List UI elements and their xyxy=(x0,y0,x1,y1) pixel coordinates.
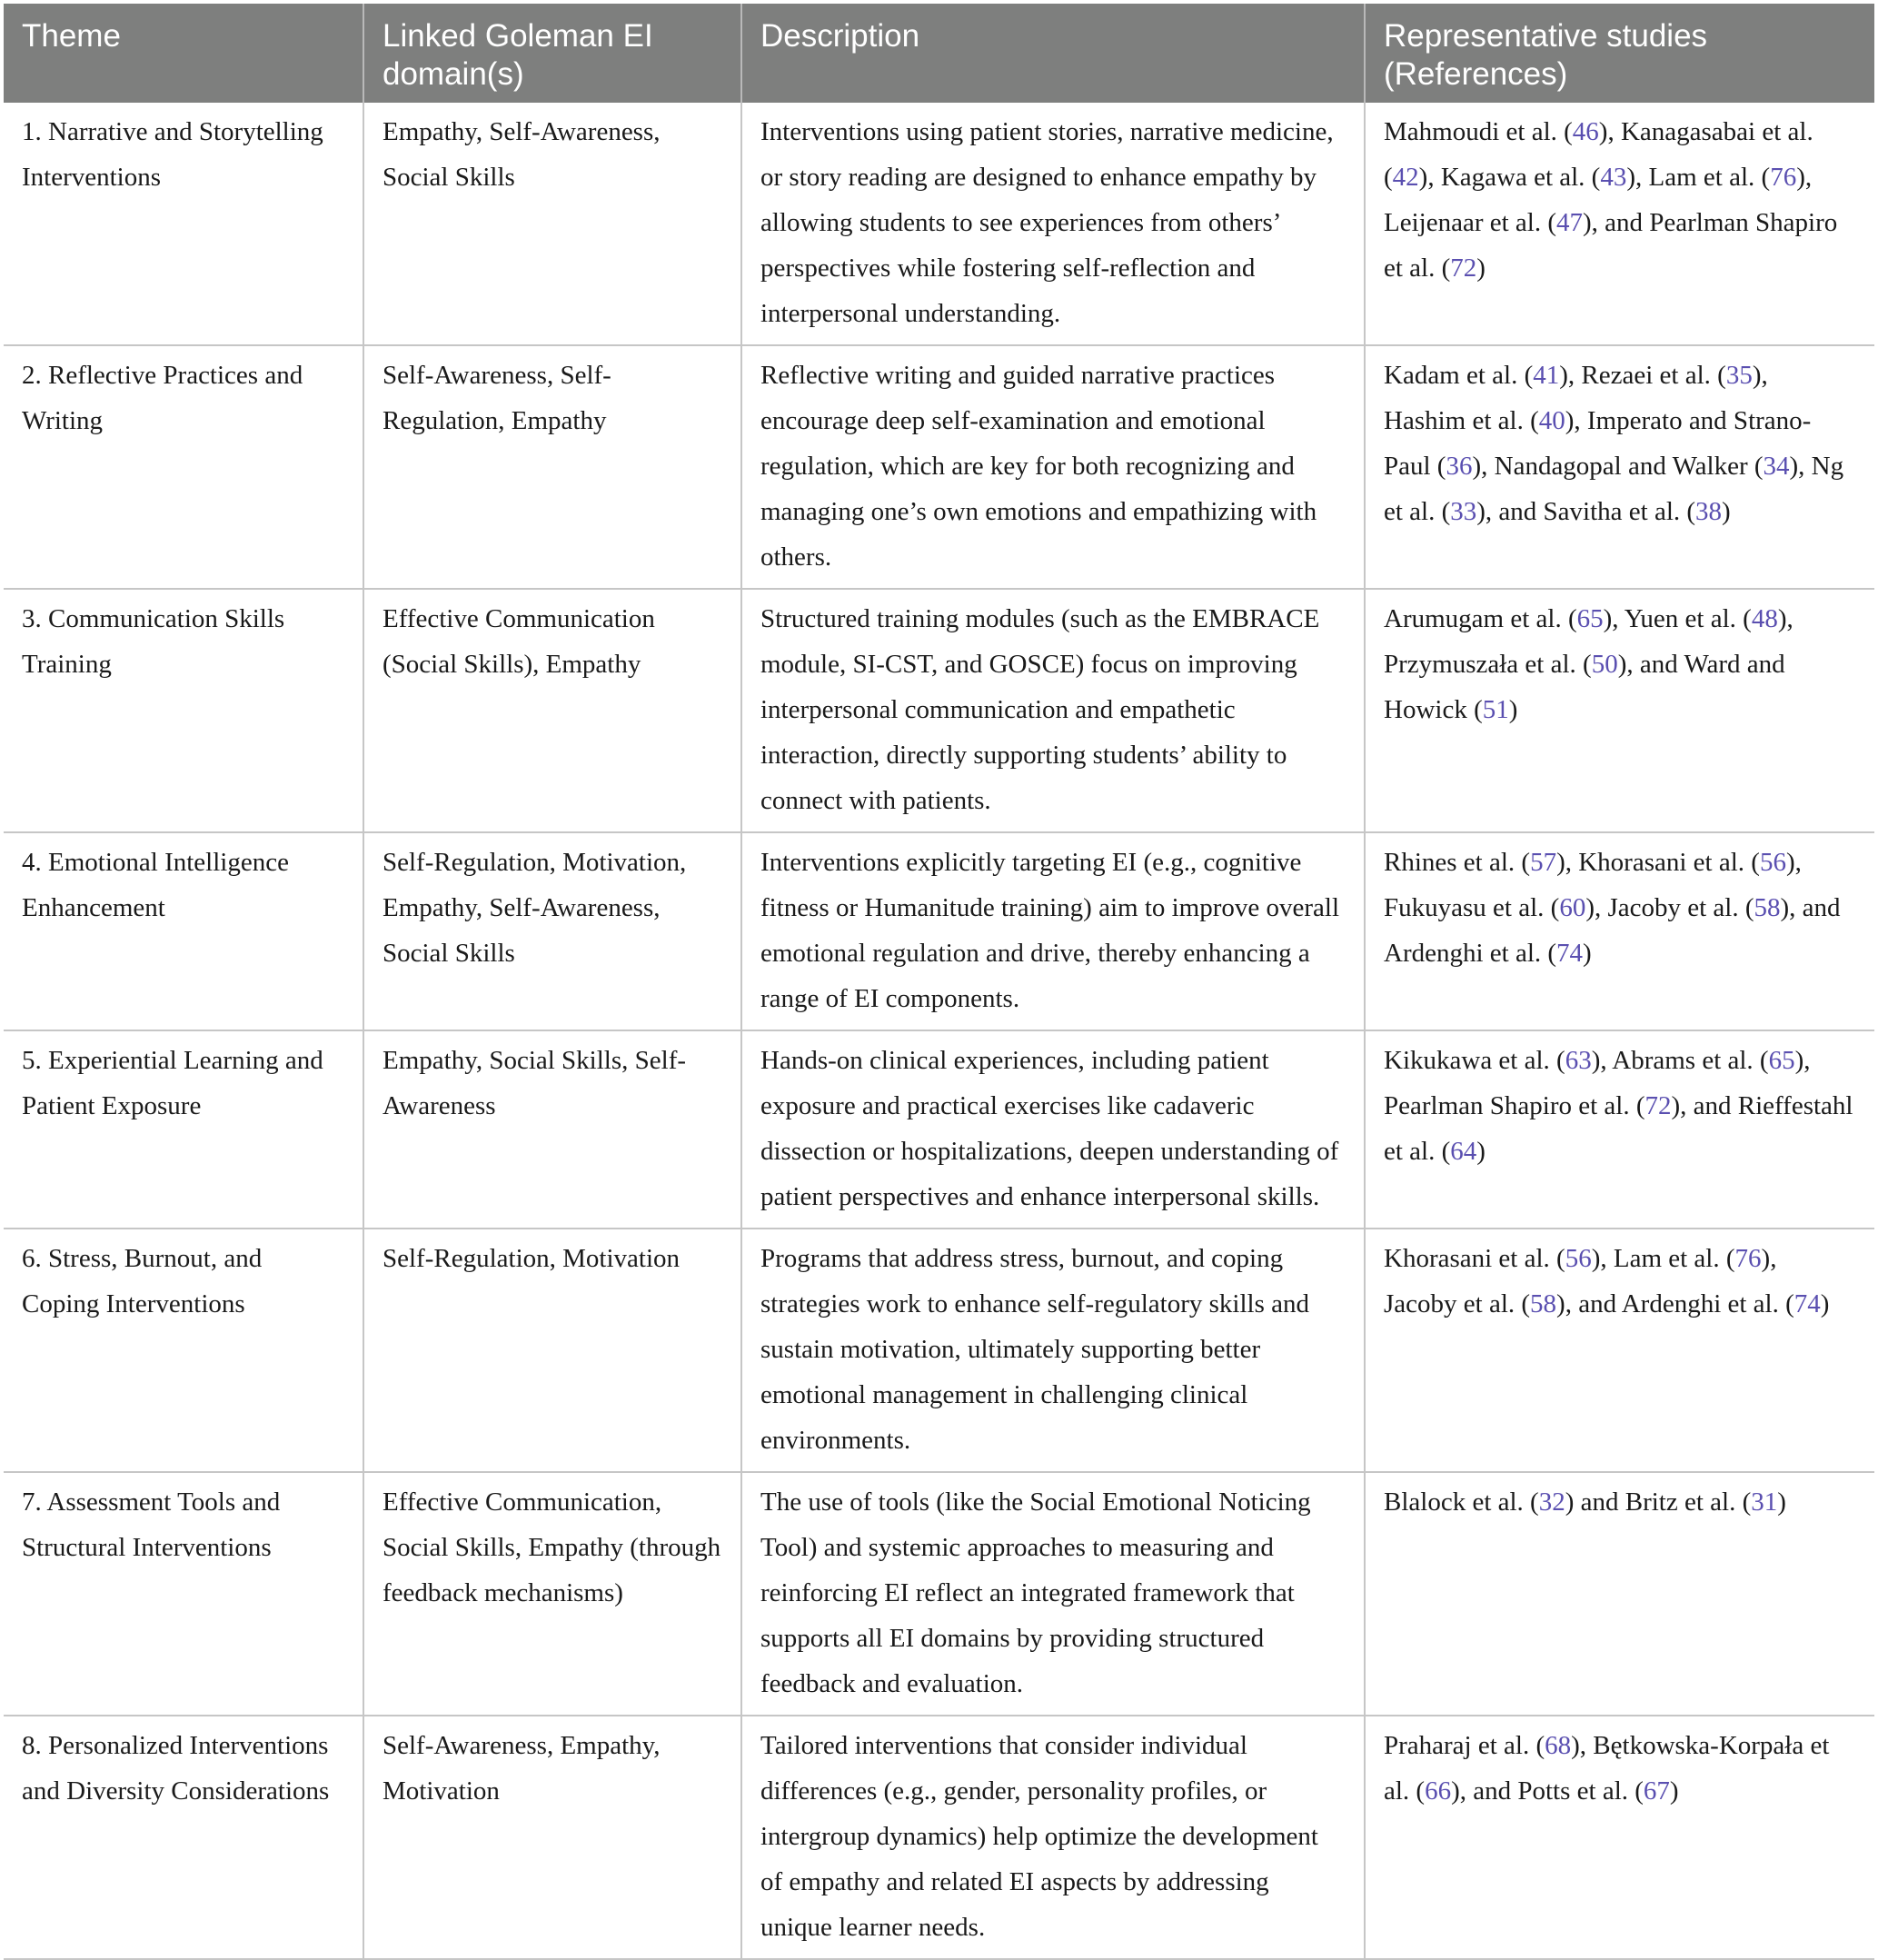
reference-text: ), Fukuyasu et al. ( xyxy=(1384,848,1802,922)
description-cell: Programs that address stress, burnout, and coping strategies work to enhance self-regulatory skills and sustain motivation, ultimately supporting better emotional management in challenging clinical environments. xyxy=(741,1229,1365,1472)
theme-cell: 8. Personalized Interventions and Diversity Considerations xyxy=(4,1716,363,1959)
table-row xyxy=(4,589,1874,832)
references-cell xyxy=(1365,1229,1874,1472)
reference-link[interactable]: 36 xyxy=(1446,452,1473,481)
reference-link[interactable]: 31 xyxy=(1751,1487,1778,1517)
reference-link[interactable]: 68 xyxy=(1545,1731,1572,1760)
table-row xyxy=(4,1229,1874,1472)
table-row xyxy=(4,103,1874,345)
reference-text: ), Rezaei et al. ( xyxy=(1559,361,1726,390)
theme-cell: 1. Narrative and Storytelling Interventions xyxy=(4,103,363,345)
table-row xyxy=(4,1716,1874,1959)
reference-link[interactable]: 40 xyxy=(1538,406,1565,435)
reference-text: Praharaj et al. ( xyxy=(1384,1731,1545,1760)
description-cell: Interventions explicitly targeting EI (e.g., cognitive fitness or Humanitude training) aim to improve overall emotional regulation and drive, thereby enhancing a range of EI components. xyxy=(741,832,1365,1030)
reference-link[interactable]: 56 xyxy=(1565,1244,1592,1273)
reference-text: ), and Potts et al. ( xyxy=(1451,1776,1644,1806)
reference-link[interactable]: 32 xyxy=(1538,1487,1565,1517)
theme-cell: 7. Assessment Tools and Structural Interventions xyxy=(4,1472,363,1716)
reference-link[interactable]: 41 xyxy=(1533,361,1560,390)
reference-text: ), Lam et al. ( xyxy=(1591,1244,1735,1273)
references-cell xyxy=(1365,1030,1874,1229)
reference-text: ), Przymuszała et al. ( xyxy=(1384,604,1794,679)
themes-table xyxy=(4,4,1874,1960)
references-cell xyxy=(1365,345,1874,589)
reference-text: ), Pearlman Shapiro et al. ( xyxy=(1384,1046,1811,1120)
reference-link[interactable]: 58 xyxy=(1754,893,1781,922)
reference-link[interactable]: 35 xyxy=(1725,361,1753,390)
reference-link[interactable]: 64 xyxy=(1450,1137,1477,1166)
reference-link[interactable]: 48 xyxy=(1751,604,1778,633)
reference-link[interactable]: 76 xyxy=(1734,1244,1762,1273)
description-cell: Reflective writing and guided narrative practices encourage deep self-examination and emotional regulation, which are key for both recognizing and managing one’s own emotions and empathizing with others. xyxy=(741,345,1365,589)
table-row xyxy=(4,832,1874,1030)
description-cell: Interventions using patient stories, narrative medicine, or story reading are designed to enhance empathy by allowing students to see experiences from others’ perspectives while fostering self-reflection and interpersonal understanding. xyxy=(741,103,1365,345)
reference-text: ) xyxy=(1669,1776,1679,1806)
reference-link[interactable]: 74 xyxy=(1556,939,1584,968)
domains-cell: Self-Regulation, Motivation, Empathy, Self-Awareness, Social Skills xyxy=(363,832,741,1030)
theme-cell: 6. Stress, Burnout, and Coping Interventions xyxy=(4,1229,363,1472)
description-cell: Hands-on clinical experiences, including patient exposure and practical exercises like cadaveric dissection or hospitalizations, deepen understanding of patient perspectives and enhance interpersonal skills. xyxy=(741,1030,1365,1229)
reference-text: ), Imperato and Strano-Paul ( xyxy=(1384,406,1812,481)
references-cell xyxy=(1365,1716,1874,1959)
theme-cell: 2. Reflective Practices and Writing xyxy=(4,345,363,589)
header-references: Representative studies (References) xyxy=(1365,4,1874,103)
header-row xyxy=(4,4,1874,103)
reference-text: ) and Britz et al. ( xyxy=(1565,1487,1752,1517)
reference-text: ), Hashim et al. ( xyxy=(1384,361,1768,435)
domains-cell: Self-Awareness, Self-Regulation, Empathy xyxy=(363,345,741,589)
reference-text: ), and Savitha et al. ( xyxy=(1476,497,1696,526)
reference-link[interactable]: 42 xyxy=(1392,163,1419,192)
table-row xyxy=(4,1472,1874,1716)
reference-text: ), Nandagopal and Walker ( xyxy=(1472,452,1764,481)
references-cell xyxy=(1365,103,1874,345)
references-cell xyxy=(1365,1472,1874,1716)
reference-link[interactable]: 65 xyxy=(1576,604,1604,633)
reference-text: ), and Ward and Howick ( xyxy=(1384,650,1785,724)
reference-text: ) xyxy=(1583,939,1592,968)
reference-text: Rhines et al. ( xyxy=(1384,848,1531,877)
domains-cell: Self-Regulation, Motivation xyxy=(363,1229,741,1472)
reference-text: Kadam et al. ( xyxy=(1384,361,1534,390)
table-row xyxy=(4,1030,1874,1229)
reference-text: Kikukawa et al. ( xyxy=(1384,1046,1565,1075)
domains-cell: Empathy, Self-Awareness, Social Skills xyxy=(363,103,741,345)
reference-text: ), Leijenaar et al. ( xyxy=(1384,163,1813,237)
table-header xyxy=(4,4,1874,103)
domains-cell: Empathy, Social Skills, Self-Awareness xyxy=(363,1030,741,1229)
table-body xyxy=(4,103,1874,1959)
reference-link[interactable]: 66 xyxy=(1425,1776,1452,1806)
reference-text: ) xyxy=(1508,695,1518,724)
reference-link[interactable]: 67 xyxy=(1643,1776,1670,1806)
domains-cell: Self-Awareness, Empathy, Motivation xyxy=(363,1716,741,1959)
reference-text: ), and Ardenghi et al. ( xyxy=(1556,1289,1794,1318)
header-domains: Linked Goleman EI domain(s) xyxy=(363,4,741,103)
reference-text: ), Kanagasabai et al. ( xyxy=(1384,117,1813,192)
reference-link[interactable]: 57 xyxy=(1530,848,1557,877)
reference-link[interactable]: 76 xyxy=(1770,163,1797,192)
reference-text: Mahmoudi et al. ( xyxy=(1384,117,1573,146)
theme-cell: 4. Emotional Intelligence Enhancement xyxy=(4,832,363,1030)
reference-text: ), Yuen et al. ( xyxy=(1603,604,1752,633)
table-row xyxy=(4,345,1874,589)
reference-text: ), Bętkowska-Korpała et al. ( xyxy=(1384,1731,1830,1806)
reference-text: ) xyxy=(1476,254,1486,283)
reference-text: Blalock et al. ( xyxy=(1384,1487,1539,1517)
reference-text: Arumugam et al. ( xyxy=(1384,604,1577,633)
references-cell xyxy=(1365,832,1874,1030)
domains-cell: Effective Communication (Social Skills), Empathy xyxy=(363,589,741,832)
description-cell: Structured training modules (such as the EMBRACE module, SI-CST, and GOSCE) focus on improving interpersonal communication and empathetic interaction, directly supporting students’ ability to connect with patients. xyxy=(741,589,1365,832)
reference-text: ) xyxy=(1476,1137,1486,1166)
reference-link[interactable]: 56 xyxy=(1759,848,1786,877)
reference-text: ), Jacoby et al. ( xyxy=(1384,1244,1777,1318)
theme-cell: 5. Experiential Learning and Patient Exposure xyxy=(4,1030,363,1229)
reference-text: ) xyxy=(1722,497,1731,526)
theme-cell: 3. Communication Skills Training xyxy=(4,589,363,832)
reference-link[interactable]: 50 xyxy=(1591,650,1618,679)
references-cell xyxy=(1365,589,1874,832)
header-theme: Theme xyxy=(4,4,363,103)
reference-text: ) xyxy=(1777,1487,1786,1517)
reference-link[interactable]: 46 xyxy=(1572,117,1599,146)
description-cell: The use of tools (like the Social Emotional Noticing Tool) and systemic approaches to measuring and reinforcing EI reflect an integrated framework that supports all EI domains by providing structured feedback and evaluation. xyxy=(741,1472,1365,1716)
reference-link[interactable]: 51 xyxy=(1482,695,1509,724)
reference-text: ), and Rieffestahl et al. ( xyxy=(1384,1091,1853,1166)
domains-cell: Effective Communication, Social Skills, Empathy (through feedback mechanisms) xyxy=(363,1472,741,1716)
reference-text: ), and Ardenghi et al. ( xyxy=(1384,893,1841,968)
reference-link[interactable]: 33 xyxy=(1450,497,1477,526)
reference-text: ), and Pearlman Shapiro et al. ( xyxy=(1384,208,1838,283)
reference-link[interactable]: 74 xyxy=(1794,1289,1821,1318)
reference-link[interactable]: 60 xyxy=(1559,893,1586,922)
reference-link[interactable]: 72 xyxy=(1644,1091,1672,1120)
header-description: Description xyxy=(741,4,1365,103)
reference-link[interactable]: 34 xyxy=(1763,452,1790,481)
reference-text: ), Jacoby et al. ( xyxy=(1585,893,1754,922)
description-cell: Tailored interventions that consider individual differences (e.g., gender, personality profiles, or intergroup dynamics) help optimize the development of empathy and related EI aspects by addressing unique learner needs. xyxy=(741,1716,1365,1959)
reference-link[interactable]: 63 xyxy=(1565,1046,1592,1075)
reference-text: ), Ng et al. ( xyxy=(1384,452,1844,526)
reference-link[interactable]: 43 xyxy=(1600,163,1627,192)
reference-link[interactable]: 38 xyxy=(1695,497,1723,526)
reference-text: ), Abrams et al. ( xyxy=(1591,1046,1769,1075)
reference-link[interactable]: 65 xyxy=(1768,1046,1795,1075)
reference-link[interactable]: 72 xyxy=(1450,254,1477,283)
reference-link[interactable]: 47 xyxy=(1556,208,1583,237)
reference-text: ), Kagawa et al. ( xyxy=(1418,163,1601,192)
reference-text: ) xyxy=(1820,1289,1830,1318)
reference-text: Khorasani et al. ( xyxy=(1384,1244,1565,1273)
reference-link[interactable]: 58 xyxy=(1530,1289,1557,1318)
reference-text: ), Khorasani et al. ( xyxy=(1556,848,1760,877)
reference-text: ), Lam et al. ( xyxy=(1626,163,1771,192)
